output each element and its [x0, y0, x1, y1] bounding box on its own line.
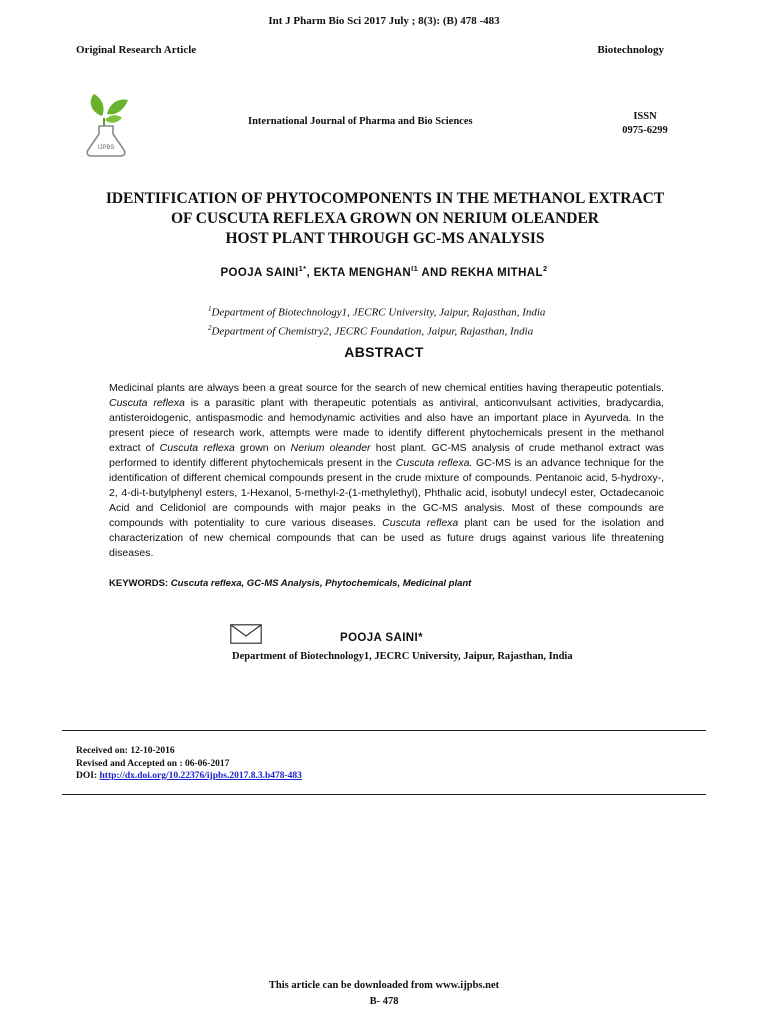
article-dates [76, 745, 302, 783]
title-line: OF CUSCUTA REFLEXA GROWN ON NERIUM OLEANDER [170, 210, 599, 227]
abstract-text: plant can be used for the isolation and characterization of new chemical compounds that can be used as future drugs against various life threatening diseases. [109, 517, 664, 559]
corresponding-author-name: POOJA SAINI* [340, 632, 423, 644]
download-note: This article can be downloaded from www.ijpbs.net [268, 980, 500, 991]
issn-block [610, 110, 680, 138]
abstract-italic: Cuscuta reflexa [109, 397, 185, 409]
logo-text: IJPBS [97, 145, 115, 151]
paper-title [60, 189, 710, 249]
article-type: Original Research Article [76, 44, 197, 56]
author-separator: AND [418, 266, 452, 279]
received-date: Received on: 12-10-2016 [76, 746, 175, 756]
corresponding-author-affiliation: Department of Biotechnology1, JECRC University, Jaipur, Rajasthan, India [232, 651, 573, 662]
abstract-text: GC-MS is an advance technique for the identification of different chemical compounds present in the crude mixture of compounds. Pentanoic acid, 5-hydroxy-, 2, 4-di-t-butylphenyl esters, 1-Hexanol, 5-methyl-2-(1-methylethyl), Phthalic acid, isobutyl undecyl ester, Octadecanoic Acid and Celidoniol are compounds with major peaks in the GC-MS analysis. Most of these compounds are compounds with potentiality to cure various diseases. [109, 457, 665, 529]
abstract-text: host plant. GC-MS analysis of crude methanol extract was performed to identify different phytochemicals present in the [109, 442, 665, 469]
abstract-body [109, 381, 664, 561]
doi-line [76, 770, 302, 783]
abstract-text: Medicinal plants are always been a great source for the search of new chemical entities having therapeutic potentials. [109, 382, 664, 394]
page-number: B- 478 [369, 996, 399, 1007]
envelope-icon [230, 624, 262, 644]
journal-citation: Int J Pharm Bio Sci 2017 July ; 8(3): (B) 478 -483 [268, 15, 500, 27]
author-name: REKHA MITHAL [451, 266, 543, 279]
revised-date: Revised and Accepted on : 06-06-2017 [76, 758, 230, 769]
affiliation-text: Department of Chemistry2, JECRC Foundation, Jaipur, Rajasthan, India [211, 325, 534, 338]
affiliations [208, 302, 545, 339]
affiliation-text: Department of Biotechnology1, JECRC University, Jaipur, Rajasthan, India [211, 306, 546, 319]
keywords [109, 578, 471, 589]
keywords-values: Cuscuta reflexa, GC-MS Analysis, Phytochemicals, Medicinal plant [170, 578, 472, 589]
abstract-text: is a parasitic plant with therapeutic potentials as antiviral, anticonvulsant activities, bradycardia, antisteroidogenic, antispasmodic and hemodynamic activities and also have an important place in Ayurveda. In the present piece of research work, attempts were made to identify different phytochemicals present in the methanol extract of [109, 397, 664, 454]
doi-label: DOI: [76, 771, 100, 781]
abstract-italic: Cuscuta reflexa. [395, 457, 473, 469]
affiliation-line [208, 302, 545, 321]
author-affiliation-mark: 1* [298, 264, 307, 273]
affiliation-mark: 2 [208, 323, 212, 332]
affiliation-line [208, 321, 545, 340]
author-affiliation-mark: 2 [542, 264, 548, 273]
keywords-label: KEYWORDS: [109, 578, 169, 589]
issn-label: ISSN [633, 111, 657, 122]
divider [62, 794, 706, 795]
abstract-italic: Nerium oleander [290, 442, 371, 454]
title-line: IDENTIFICATION OF PHYTOCOMPONENTS IN THE METHANOL EXTRACT [105, 190, 665, 207]
author-name: POOJA SAINI [220, 266, 299, 279]
author-name: EKTA MENGHAN [313, 266, 412, 279]
doi-link[interactable]: http://dx.doi.org/10.22376/ijpbs.2017.8.3.b478-483 [99, 771, 302, 781]
author-affiliation-mark: I1 [411, 264, 419, 273]
author-list [0, 264, 768, 279]
divider [62, 730, 706, 731]
journal-name: International Journal of Pharma and Bio Sciences [248, 116, 473, 127]
affiliation-mark: 1 [208, 305, 212, 313]
leaf-icon [105, 115, 122, 123]
abstract-italic: Cuscuta reflexa [382, 517, 459, 529]
journal-logo [80, 86, 132, 158]
abstract-heading: ABSTRACT [344, 344, 424, 360]
issn-value: 0975-6299 [622, 125, 668, 136]
leaf-icon [107, 100, 128, 115]
author-separator: , [306, 266, 314, 279]
subject-category: Biotechnology [597, 44, 664, 56]
leaf-icon [91, 94, 104, 116]
flask-icon [87, 126, 125, 156]
abstract-italic: Cuscuta reflexa [159, 442, 235, 454]
title-line: HOST PLANT THROUGH GC-MS ANALYSIS [225, 230, 545, 247]
abstract-text: grown on [234, 442, 291, 454]
